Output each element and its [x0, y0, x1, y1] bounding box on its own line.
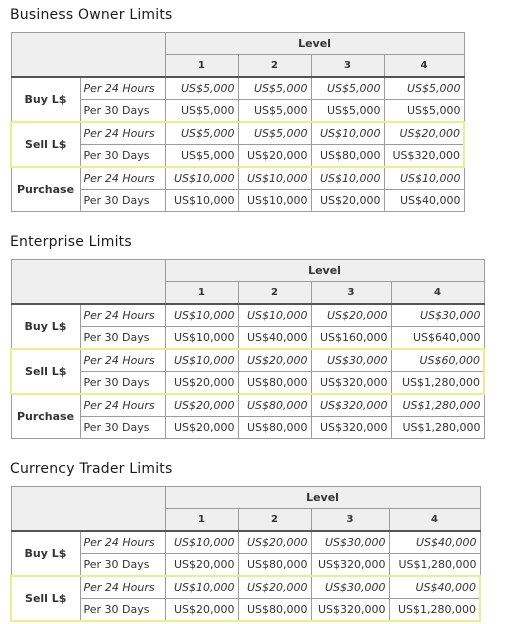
limit-cell: US$10,000: [165, 531, 238, 554]
group-label-buy: Buy L$: [11, 531, 80, 576]
limit-cell: US$1,280,000: [391, 417, 484, 439]
group-label-buy: Buy L$: [11, 304, 80, 349]
table-row: [11, 122, 464, 145]
limit-cell: US$1,280,000: [391, 372, 484, 395]
limit-cell: US$10,000: [165, 349, 238, 372]
limit-cell: US$20,000: [165, 554, 238, 577]
limit-cell: US$5,000: [384, 100, 464, 123]
table-row: [11, 554, 480, 577]
limit-cell: US$30,000: [311, 349, 391, 372]
limit-cell: US$20,000: [311, 304, 391, 327]
limit-cell: US$320,000: [311, 417, 391, 439]
period-label-30d: Per 30 Days: [80, 100, 165, 123]
period-label-30d: Per 30 Days: [80, 599, 165, 622]
limit-cell: US$20,000: [165, 599, 238, 622]
limit-cell: US$320,000: [311, 554, 389, 577]
section-title-currency-trader: Currency Trader Limits: [10, 461, 173, 477]
table-row: [11, 576, 480, 599]
section-title-enterprise: Enterprise Limits: [10, 234, 132, 250]
limit-cell: US$640,000: [391, 327, 484, 350]
level-header: Level: [165, 260, 484, 282]
limit-cell: US$10,000: [165, 167, 238, 190]
limit-cell: US$10,000: [311, 167, 384, 190]
limit-cell: US$320,000: [311, 599, 389, 622]
limit-cell: US$5,000: [165, 145, 238, 168]
limit-cell: US$20,000: [238, 145, 311, 168]
limit-cell: US$30,000: [311, 531, 389, 554]
level-2-header: 2: [238, 282, 311, 305]
limit-cell: US$5,000: [165, 100, 238, 123]
group-label-purchase: Purchase: [11, 394, 80, 439]
period-label-24h: Per 24 Hours: [80, 77, 165, 100]
period-label-24h: Per 24 Hours: [80, 394, 165, 417]
limit-cell: US$10,000: [238, 190, 311, 212]
period-label-30d: Per 30 Days: [80, 417, 165, 439]
section-title-business-owner: Business Owner Limits: [10, 7, 173, 23]
level-header: Level: [165, 33, 464, 55]
limit-cell: US$80,000: [238, 394, 311, 417]
limit-cell: US$5,000: [384, 77, 464, 100]
level-3-header: 3: [311, 282, 391, 305]
limit-cell: US$20,000: [238, 531, 311, 554]
level-2-header: 2: [238, 509, 311, 532]
table-row: [11, 531, 480, 554]
group-label-purchase: Purchase: [11, 167, 80, 212]
table-row: [11, 304, 484, 327]
level-4-header: 4: [391, 282, 484, 305]
limit-cell: US$5,000: [311, 100, 384, 123]
limit-cell: US$20,000: [165, 394, 238, 417]
limit-cell: US$40,000: [384, 190, 464, 212]
level-3-header: 3: [311, 55, 384, 78]
level-4-header: 4: [389, 509, 480, 532]
limit-cell: US$20,000: [165, 372, 238, 395]
limit-cell: US$10,000: [165, 190, 238, 212]
limit-cell: US$5,000: [165, 77, 238, 100]
limit-cell: US$1,280,000: [389, 554, 480, 577]
period-label-30d: Per 30 Days: [80, 327, 165, 350]
limit-cell: US$20,000: [238, 349, 311, 372]
limit-cell: US$5,000: [165, 122, 238, 145]
limit-cell: US$5,000: [238, 100, 311, 123]
period-label-30d: Per 30 Days: [80, 190, 165, 212]
limit-cell: US$20,000: [165, 417, 238, 439]
limit-cell: US$320,000: [311, 394, 391, 417]
period-label-24h: Per 24 Hours: [80, 167, 165, 190]
limit-cell: US$30,000: [311, 576, 389, 599]
period-label-30d: Per 30 Days: [80, 372, 165, 395]
period-label-30d: Per 30 Days: [80, 145, 165, 168]
header-corner: [11, 33, 165, 78]
limit-cell: US$80,000: [238, 554, 311, 577]
level-1-header: 1: [165, 55, 238, 78]
limit-cell: US$320,000: [311, 372, 391, 395]
limit-cell: US$40,000: [389, 531, 480, 554]
limit-cell: US$20,000: [238, 576, 311, 599]
level-3-header: 3: [311, 509, 389, 532]
limit-cell: US$80,000: [238, 599, 311, 622]
limit-cell: US$10,000: [384, 167, 464, 190]
table-row: [11, 327, 484, 350]
period-label-30d: Per 30 Days: [80, 554, 165, 577]
business-owner-limits-table: [10, 32, 465, 212]
limit-cell: US$40,000: [238, 327, 311, 350]
limit-cell: US$30,000: [391, 304, 484, 327]
table-row: [11, 599, 480, 622]
limit-cell: US$160,000: [311, 327, 391, 350]
limit-cell: US$20,000: [311, 190, 384, 212]
group-label-buy: Buy L$: [11, 77, 80, 122]
period-label-24h: Per 24 Hours: [80, 531, 165, 554]
header-corner: [11, 260, 165, 305]
header-corner: [11, 487, 165, 532]
group-label-sell: Sell L$: [11, 349, 80, 394]
limit-cell: US$20,000: [384, 122, 464, 145]
level-header: Level: [165, 487, 480, 509]
table-row: [11, 349, 484, 372]
table-row: [11, 372, 484, 395]
limit-cell: US$5,000: [238, 77, 311, 100]
level-1-header: 1: [165, 509, 238, 532]
table-row: [11, 417, 484, 439]
limit-cell: US$80,000: [238, 372, 311, 395]
limit-cell: US$1,280,000: [389, 599, 480, 622]
period-label-24h: Per 24 Hours: [80, 304, 165, 327]
limit-cell: US$60,000: [391, 349, 484, 372]
limit-cell: US$10,000: [238, 304, 311, 327]
table-row: [11, 167, 464, 190]
enterprise-limits-table: [10, 259, 485, 439]
limit-cell: US$80,000: [238, 417, 311, 439]
level-2-header: 2: [238, 55, 311, 78]
table-row: [11, 394, 484, 417]
limit-cell: US$10,000: [238, 167, 311, 190]
level-4-header: 4: [384, 55, 464, 78]
group-label-sell: Sell L$: [11, 122, 80, 167]
level-1-header: 1: [165, 282, 238, 305]
period-label-24h: Per 24 Hours: [80, 576, 165, 599]
period-label-24h: Per 24 Hours: [80, 349, 165, 372]
table-row: [11, 77, 464, 100]
limit-cell: US$10,000: [311, 122, 384, 145]
limit-cell: US$5,000: [238, 122, 311, 145]
group-label-sell: Sell L$: [11, 576, 80, 621]
limit-cell: US$10,000: [165, 304, 238, 327]
limit-cell: US$10,000: [165, 576, 238, 599]
limit-cell: US$80,000: [311, 145, 384, 168]
limit-cell: US$10,000: [165, 327, 238, 350]
limit-cell: US$40,000: [389, 576, 480, 599]
limit-cell: US$1,280,000: [391, 394, 484, 417]
limit-cell: US$5,000: [311, 77, 384, 100]
currency-trader-limits-table: [10, 486, 481, 622]
limit-cell: US$320,000: [384, 145, 464, 168]
period-label-24h: Per 24 Hours: [80, 122, 165, 145]
